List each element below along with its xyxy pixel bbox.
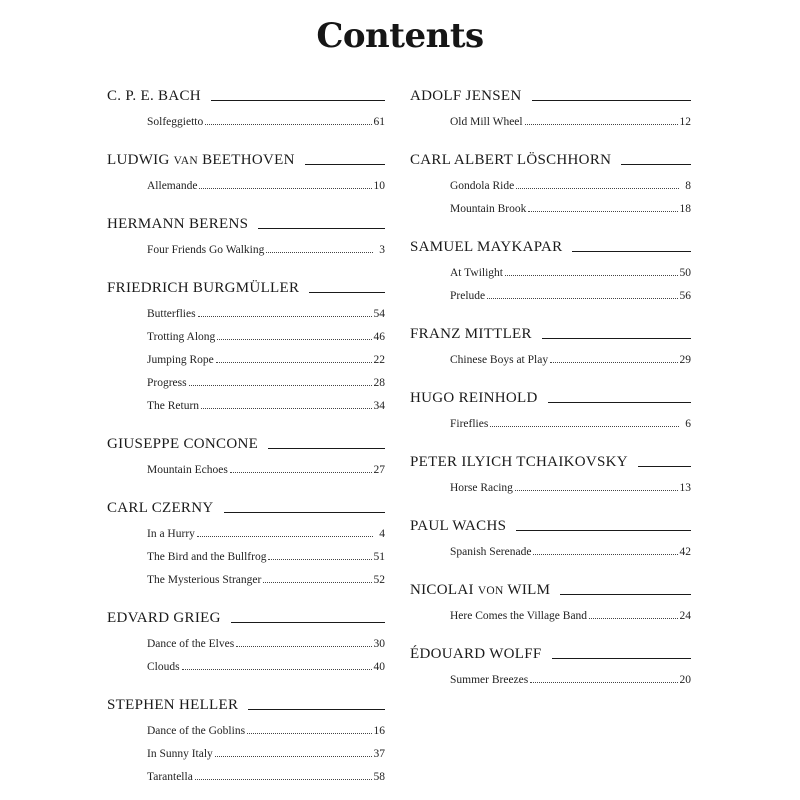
piece-title: Tarantella (147, 771, 193, 783)
composer-name (107, 697, 238, 714)
heading-rule (211, 100, 385, 101)
composer-group (107, 145, 385, 192)
piece-title: The Mysterious Stranger (147, 574, 262, 586)
composer-heading (410, 575, 691, 599)
heading-rule (258, 228, 385, 229)
piece-title: At Twilight (450, 267, 503, 279)
page-number: 54 (373, 308, 385, 320)
contents-entry[interactable] (450, 407, 691, 430)
contents-entry[interactable] (450, 663, 691, 686)
composer-name-part: EDVARD GRIEG (107, 610, 221, 626)
composer-group (107, 209, 385, 256)
dot-leader (268, 558, 371, 560)
contents-entry[interactable] (147, 233, 385, 256)
dot-leader (516, 187, 679, 189)
composer-heading (107, 690, 385, 714)
composer-heading (107, 145, 385, 169)
piece-title: Prelude (450, 290, 486, 302)
composer-heading (410, 145, 691, 169)
composer-name-part: HERMANN BERENS (107, 216, 249, 232)
composer-name-part: NICOLAI (410, 582, 478, 598)
contents-entry[interactable] (450, 256, 691, 279)
composer-heading (410, 232, 691, 256)
piece-title: Mountain Echoes (147, 464, 228, 476)
composer-name (410, 326, 532, 343)
contents-entry[interactable] (147, 320, 385, 343)
dot-leader (533, 553, 677, 555)
piece-title: Progress (147, 377, 187, 389)
contents-entry[interactable] (450, 169, 691, 192)
composer-name (107, 500, 214, 517)
piece-title: Allemande (147, 180, 198, 192)
piece-title: Solfeggietto (147, 116, 204, 128)
contents-entry[interactable] (450, 471, 691, 494)
heading-rule (638, 466, 691, 467)
dot-leader (182, 668, 372, 670)
contents-entry[interactable] (450, 343, 691, 366)
contents-entry[interactable] (147, 517, 385, 540)
piece-title: Gondola Ride (450, 180, 515, 192)
composer-name (410, 239, 562, 256)
dot-leader (505, 274, 678, 276)
composer-name (410, 646, 542, 663)
dot-leader (198, 315, 372, 317)
contents-entry[interactable] (450, 105, 691, 128)
dot-leader (247, 732, 371, 734)
composer-heading (410, 447, 691, 471)
dot-leader (550, 361, 677, 363)
heading-rule (248, 709, 385, 710)
contents-entry[interactable] (147, 297, 385, 320)
page-number: 61 (373, 116, 385, 128)
piece-title: Four Friends Go Walking (147, 244, 265, 256)
composer-heading (410, 383, 691, 407)
page-number: 34 (373, 400, 385, 412)
dot-leader (189, 384, 372, 386)
page-number: 12 (679, 116, 691, 128)
piece-title: Chinese Boys at Play (450, 354, 549, 366)
composer-name-particle: VAN (173, 155, 199, 167)
page-number: 37 (373, 748, 385, 760)
piece-title: Old Mill Wheel (450, 116, 523, 128)
page-number: 13 (679, 482, 691, 494)
dot-leader (263, 581, 371, 583)
piece-title: Mountain Brook (450, 203, 527, 215)
page-number: 30 (373, 638, 385, 650)
piece-title: The Bird and the Bullfrog (147, 551, 267, 563)
contents-entry[interactable] (147, 540, 385, 563)
dot-leader (230, 471, 372, 473)
composer-name-part: PETER ILYICH TCHAIKOVSKY (410, 454, 628, 470)
composer-name-part: PAUL WACHS (410, 518, 507, 534)
composer-name (107, 610, 221, 627)
composer-group (107, 603, 385, 673)
composer-name-part: GIUSEPPE CONCONE (107, 436, 259, 452)
heading-rule (560, 594, 691, 595)
dot-leader (490, 425, 679, 427)
composer-name-part: BEETHOVEN (198, 152, 295, 168)
dot-leader (215, 755, 372, 757)
composer-group (410, 511, 691, 558)
heading-rule (548, 402, 691, 403)
heading-rule (231, 622, 385, 623)
composer-group (410, 319, 691, 366)
page-number: 28 (373, 377, 385, 389)
contents-entry[interactable] (147, 650, 385, 673)
composer-name (410, 582, 550, 599)
piece-title: Dance of the Goblins (147, 725, 246, 737)
contents-entry[interactable] (147, 714, 385, 737)
composer-group (107, 429, 385, 476)
page-number: 22 (373, 354, 385, 366)
piece-title: Fireflies (450, 418, 489, 430)
composer-name-part: SAMUEL MAYKAPAR (410, 239, 563, 255)
composer-name-part: CARL CZERNY (107, 500, 214, 516)
heading-rule (572, 251, 691, 252)
piece-title: In a Hurry (147, 528, 195, 540)
composer-group (410, 639, 691, 686)
contents-entry[interactable] (147, 760, 385, 783)
contents-right-column (410, 81, 691, 703)
heading-rule (621, 164, 691, 165)
composer-heading (410, 511, 691, 535)
composer-name-part: ADOLF JENSEN (410, 88, 522, 104)
composer-name-part: WILM (503, 582, 551, 598)
page-number: 50 (679, 267, 691, 279)
composer-name (107, 280, 299, 297)
heading-rule (305, 164, 385, 165)
page-number: 58 (373, 771, 385, 783)
dot-leader (528, 210, 677, 212)
composer-name-part: FRANZ MITTLER (410, 326, 532, 342)
contents-entry[interactable] (147, 627, 385, 650)
dot-leader (236, 645, 371, 647)
composer-name-particle: VON (477, 585, 504, 597)
heading-rule (532, 100, 691, 101)
composer-name-part: LUDWIG (107, 152, 174, 168)
composer-heading (107, 273, 385, 297)
page-number: 29 (679, 354, 691, 366)
contents-entry[interactable] (147, 105, 385, 128)
composer-heading (410, 639, 691, 663)
page-number: 8 (685, 180, 691, 192)
contents-entry[interactable] (147, 563, 385, 586)
dot-leader (515, 489, 678, 491)
page-number: 46 (373, 331, 385, 343)
contents-left-column (107, 81, 385, 800)
composer-name-part: C. P. E. BACH (107, 88, 201, 104)
composer-name (410, 518, 506, 535)
dot-leader (201, 407, 371, 409)
page-number: 16 (373, 725, 385, 737)
composer-heading (107, 429, 385, 453)
composer-name (107, 88, 201, 105)
composer-name-part: CARL ALBERT LÖSCHHORN (410, 152, 612, 168)
heading-rule (542, 338, 691, 339)
composer-group (107, 690, 385, 783)
contents-entry[interactable] (147, 169, 385, 192)
dot-leader (217, 338, 371, 340)
piece-title: Summer Breezes (450, 674, 529, 686)
piece-title: Butterflies (147, 308, 196, 320)
dot-leader (195, 778, 372, 780)
contents-entry[interactable] (147, 389, 385, 412)
composer-name-part: ÉDOUARD WOLFF (410, 646, 542, 662)
composer-group (410, 447, 691, 494)
composer-heading (107, 81, 385, 105)
composer-name-part: FRIEDRICH BURGMÜLLER (107, 280, 300, 296)
page-number: 27 (373, 464, 385, 476)
composer-name (410, 454, 628, 471)
heading-rule (309, 292, 385, 293)
dot-leader (205, 123, 371, 125)
piece-title: Spanish Serenade (450, 546, 532, 558)
dot-leader (199, 187, 371, 189)
page-number: 24 (679, 610, 691, 622)
dot-leader (197, 535, 373, 537)
composer-group (410, 81, 691, 128)
composer-name (410, 390, 538, 407)
heading-rule (268, 448, 385, 449)
composer-group (107, 493, 385, 586)
composer-heading (410, 319, 691, 343)
contents-entry[interactable] (450, 599, 691, 622)
contents-entry[interactable] (450, 535, 691, 558)
contents-entry[interactable] (147, 453, 385, 476)
page-number: 56 (679, 290, 691, 302)
piece-title: In Sunny Italy (147, 748, 213, 760)
page-number: 18 (679, 203, 691, 215)
composer-heading (410, 81, 691, 105)
piece-title: Horse Racing (450, 482, 513, 494)
piece-title: The Return (147, 400, 200, 412)
composer-name (410, 88, 522, 105)
heading-rule (516, 530, 691, 531)
contents-entry[interactable] (450, 279, 691, 302)
contents-entry[interactable] (147, 343, 385, 366)
composer-name (107, 152, 295, 169)
composer-name-part: HUGO REINHOLD (410, 390, 538, 406)
page-number: 10 (373, 180, 385, 192)
page-number: 42 (679, 546, 691, 558)
composer-name-part: STEPHEN HELLER (107, 697, 239, 713)
heading-rule (224, 512, 386, 513)
page-number: 3 (379, 244, 385, 256)
contents-entry[interactable] (147, 366, 385, 389)
piece-title: Dance of the Elves (147, 638, 235, 650)
page-number: 20 (679, 674, 691, 686)
contents-entry[interactable] (450, 192, 691, 215)
heading-rule (552, 658, 691, 659)
dot-leader (266, 251, 373, 253)
composer-group (410, 575, 691, 622)
page-number: 52 (373, 574, 385, 586)
page-number: 40 (373, 661, 385, 673)
composer-group (410, 383, 691, 430)
composer-group (107, 273, 385, 412)
contents-entry[interactable] (147, 737, 385, 760)
dot-leader (216, 361, 372, 363)
composer-heading (107, 493, 385, 517)
composer-group (107, 81, 385, 128)
page-number: 51 (373, 551, 385, 563)
composer-heading (107, 209, 385, 233)
piece-title: Here Comes the Village Band (450, 610, 588, 622)
composer-heading (107, 603, 385, 627)
dot-leader (589, 617, 677, 619)
page-title: Contents (316, 16, 484, 56)
piece-title: Clouds (147, 661, 180, 673)
composer-group (410, 145, 691, 215)
page-number: 4 (379, 528, 385, 540)
piece-title: Jumping Rope (147, 354, 214, 366)
dot-leader (487, 297, 677, 299)
composer-name (107, 216, 248, 233)
dot-leader (525, 123, 678, 125)
composer-group (410, 232, 691, 302)
composer-name (410, 152, 611, 169)
piece-title: Trotting Along (147, 331, 216, 343)
composer-name (107, 436, 258, 453)
page-number: 6 (685, 418, 691, 430)
dot-leader (530, 681, 677, 683)
